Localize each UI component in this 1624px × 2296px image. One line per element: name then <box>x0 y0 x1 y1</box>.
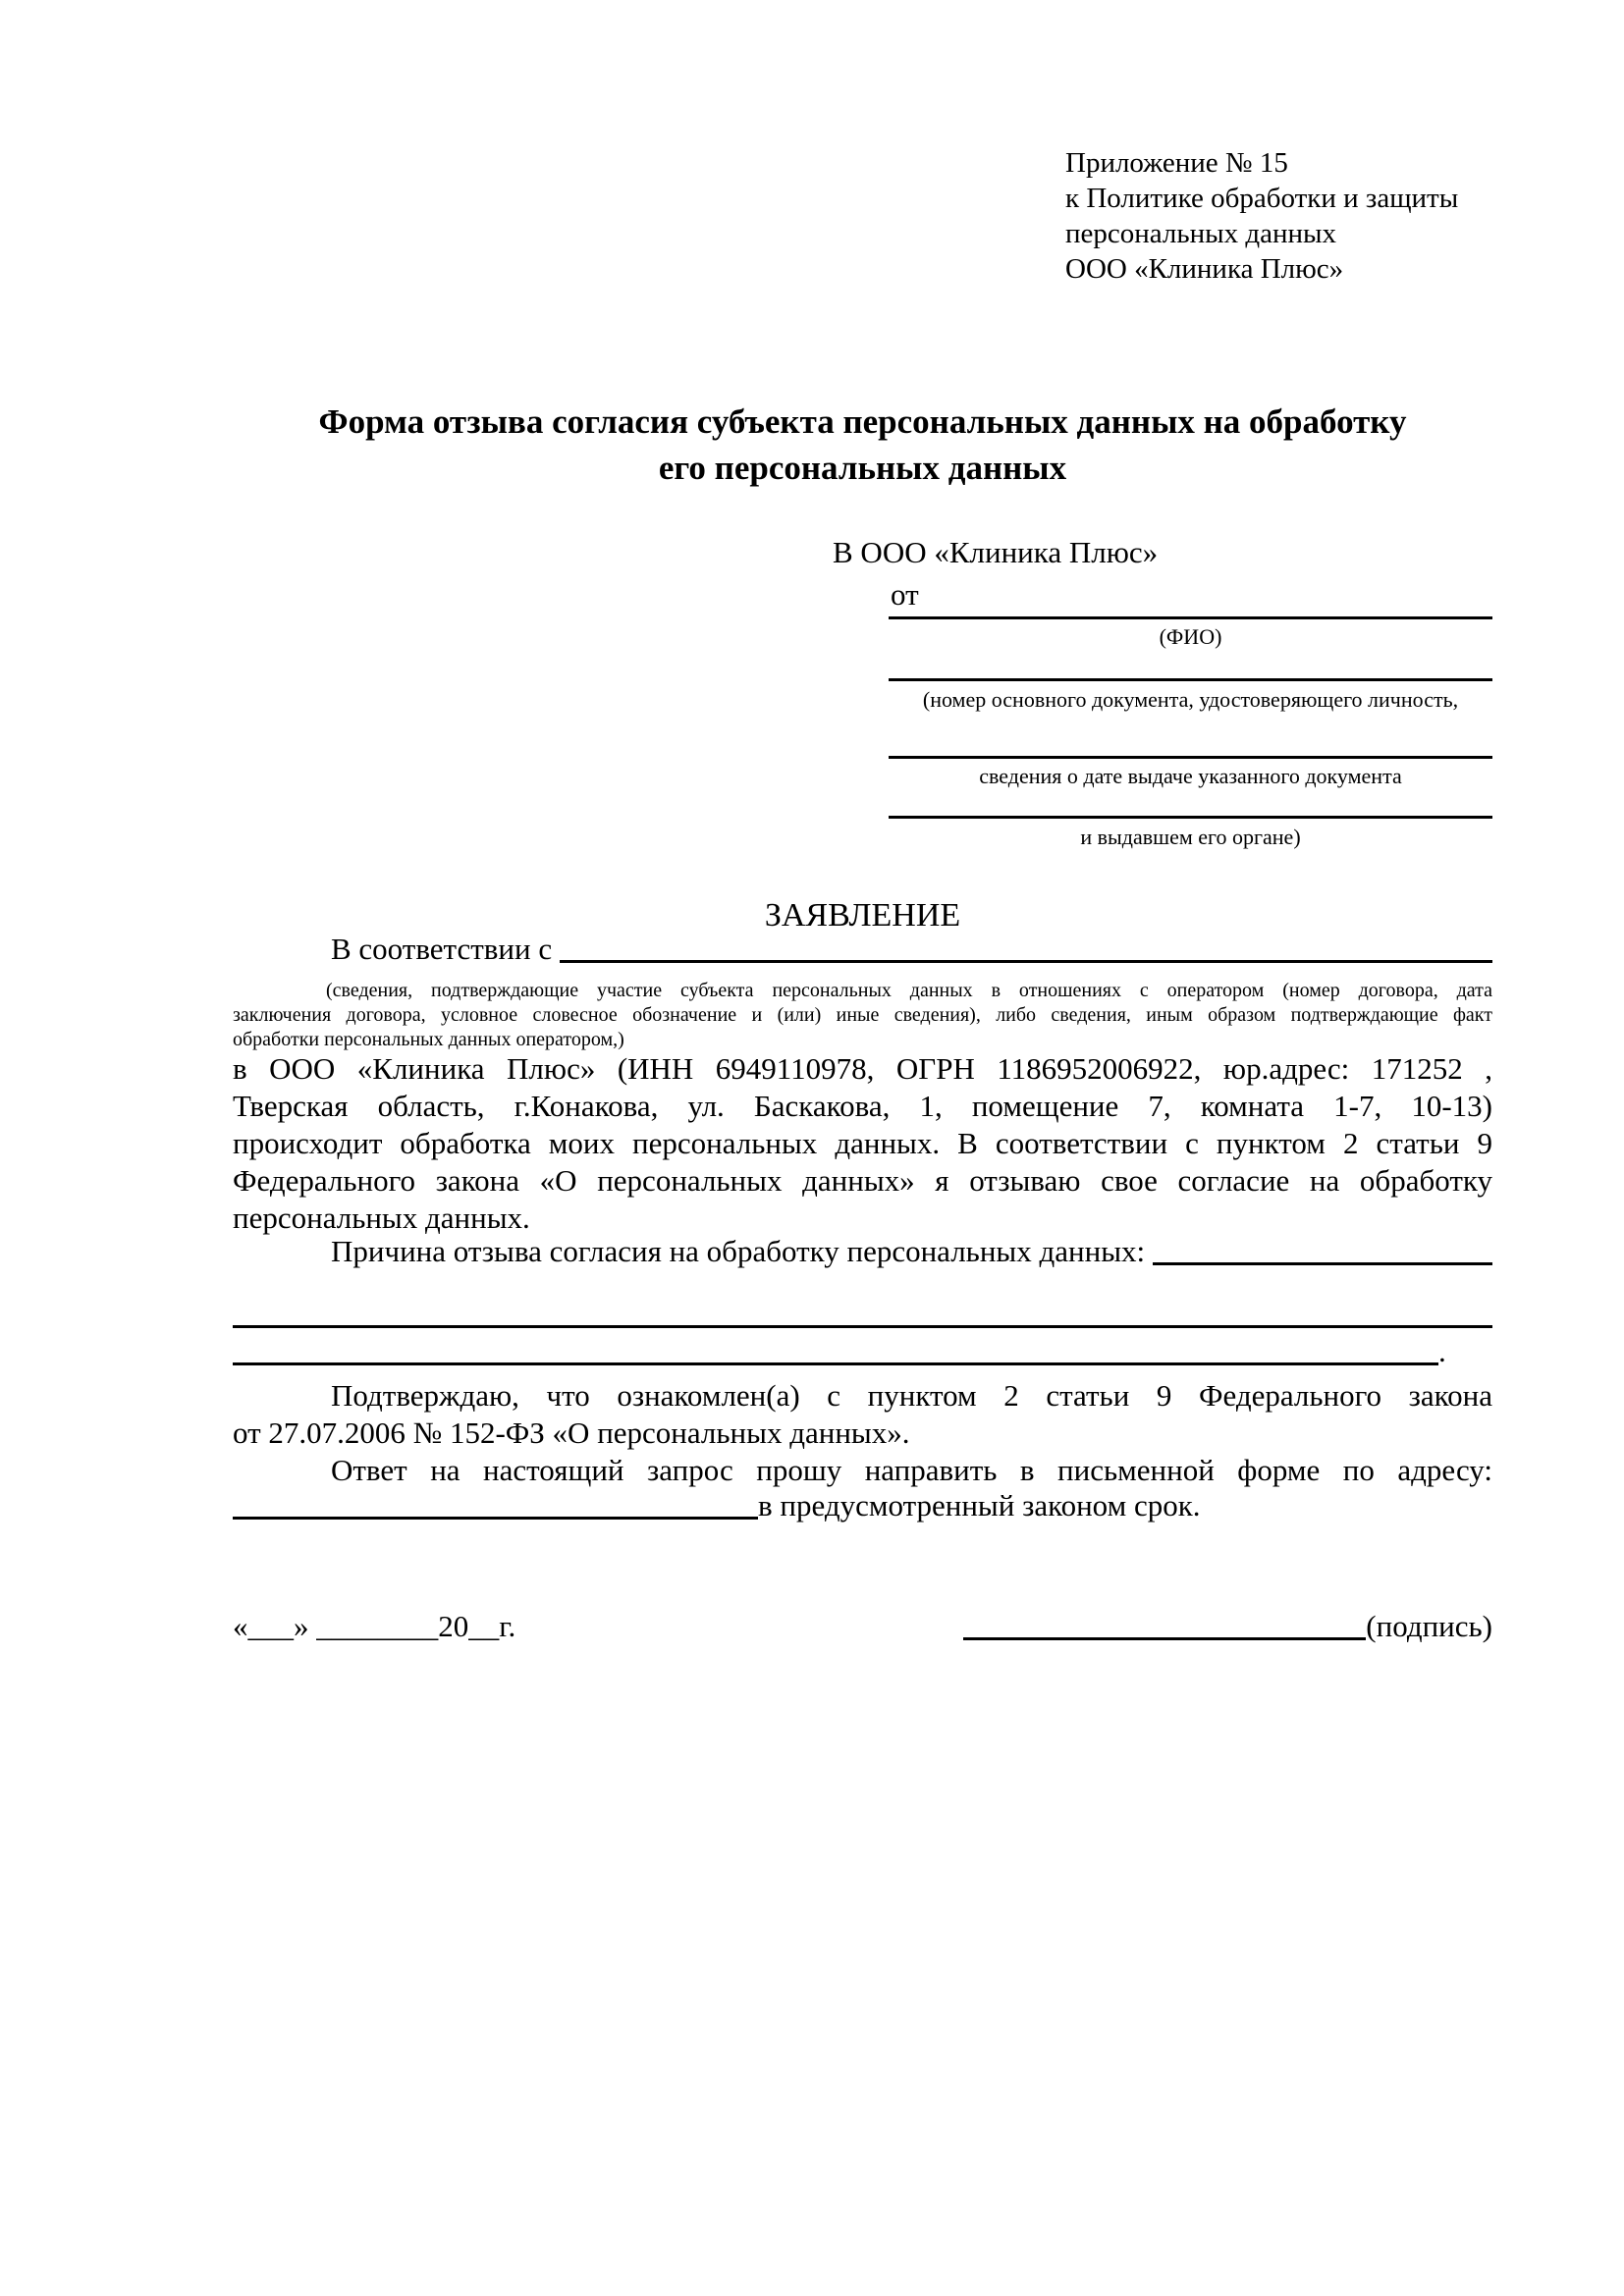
reason-blank-line-2 <box>233 1325 1492 1328</box>
footnote-line: (сведения, подтверждающие участие субъекта персональных данных в отношениях с оператором (номер договора, дата <box>326 980 1492 1001</box>
document-title <box>233 399 1492 491</box>
appendix-note-line: к Политике обработки и защиты <box>1065 183 1459 214</box>
footnote <box>233 979 1492 1052</box>
doc-issuer-caption: и выдавшем его органе) <box>1080 825 1301 849</box>
reply-address-row <box>233 1487 1492 1524</box>
intro-blank-line <box>560 960 1492 963</box>
doc-number-caption: (номер основного документа, удостоверяющего личность, <box>922 687 1459 712</box>
document-title-line: Форма отзыва согласия субъекта персональных данных на обработку <box>318 402 1407 441</box>
appendix-note-line: Приложение № 15 <box>1065 147 1288 179</box>
body-line: Федерального закона «О персональных данных» я отзываю свое согласие на обработку <box>233 1163 1492 1198</box>
sentence-period: . <box>1438 1334 1446 1368</box>
date-blank: «___» ________20__г. <box>233 1609 516 1643</box>
doc-number-blank-line <box>889 678 1492 681</box>
doc-date-blank-line <box>889 756 1492 759</box>
reply-address-blank-line <box>233 1517 758 1520</box>
reason-blank-line-3 <box>233 1362 1438 1365</box>
appendix-note <box>1065 145 1458 287</box>
body-line: Тверская область, г.Конакова, ул. Баскакова, 1, помещение 7, комната 1-7, 10-13) <box>233 1089 1492 1123</box>
confirmation-line: от 27.07.2006 № 152-ФЗ «О персональных данных». <box>233 1415 910 1450</box>
reason-blank-line <box>1153 1262 1492 1265</box>
intro-label: В соответствии с <box>331 932 560 966</box>
signature-caption: (подпись) <box>1366 1609 1492 1643</box>
doc-date-caption: сведения о дате выдаче указанного документа <box>979 764 1402 788</box>
statement-heading: ЗАЯВЛЕНИЕ <box>764 897 961 934</box>
confirmation-line: Подтверждаю, что ознакомлен(а) с пунктом 2 статьи 9 Федерального закона <box>331 1378 1492 1413</box>
reason-label: Причина отзыва согласия на обработку персональных данных: <box>331 1234 1153 1268</box>
footnote-line: заключения договора, условное словесное обозначение и (или) иные сведения), либо сведения, иным образом подтверждающие факт <box>233 1004 1492 1026</box>
fio-blank-line <box>889 616 1492 619</box>
doc-issuer-blank-line <box>889 816 1492 819</box>
reason-row <box>233 1233 1492 1270</box>
reason-blank-row-3 <box>233 1333 1492 1370</box>
addressee-org: В ООО «Клиника Плюс» <box>833 535 1159 569</box>
signature-row <box>233 1607 1492 1646</box>
fio-caption: (ФИО) <box>1159 624 1222 649</box>
footnote-line: обработки персональных данных оператором,) <box>233 1029 624 1050</box>
confirmation-paragraph <box>233 1377 1492 1452</box>
body-line: персональных данных. <box>233 1201 530 1235</box>
body-line: в ООО «Клиника Плюс» (ИНН 6949110978, ОГРН 1186952006922, юр.адрес: 171252 , <box>233 1051 1492 1086</box>
reply-paragraph <box>233 1452 1492 1489</box>
document-title-line: его персональных данных <box>658 449 1067 487</box>
appendix-note-line: персональных данных <box>1065 218 1337 249</box>
reply-tail: в предусмотренный законом срок. <box>758 1488 1201 1522</box>
appendix-note-line: ООО «Клиника Плюс» <box>1065 253 1344 285</box>
addressee-from-label: от <box>891 577 919 612</box>
intro-row <box>233 931 1492 968</box>
body-line: происходит обработка моих персональных данных. В соответствии с пунктом 2 статьи 9 <box>233 1126 1492 1160</box>
body-paragraph <box>233 1050 1492 1237</box>
signature-blank-line <box>963 1637 1366 1640</box>
reply-line: Ответ на настоящий запрос прошу направить в письменной форме по адресу: <box>331 1453 1492 1487</box>
